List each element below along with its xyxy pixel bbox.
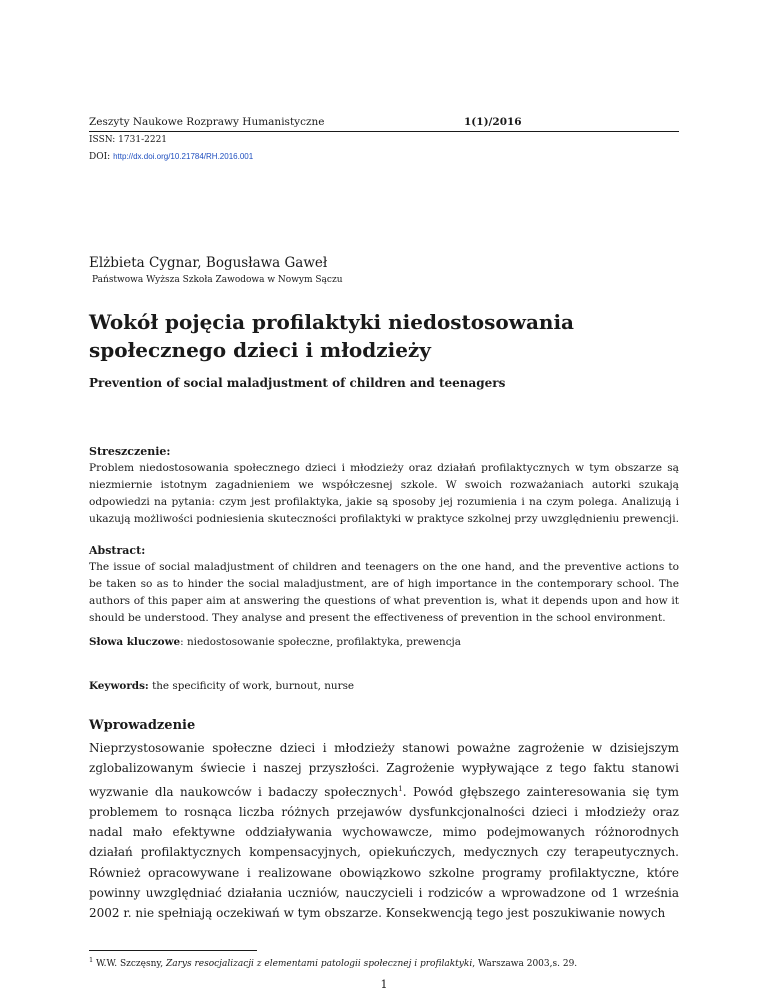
keywords-pl-text: : niedostosowanie społeczne, profilaktyka, prewencja [180, 636, 461, 648]
keywords-en-label: Keywords: [89, 680, 149, 692]
journal-header [89, 115, 679, 132]
page [89, 0, 679, 994]
journal-name: Zeszyty Naukowe Rozprawy Humanistyczne [89, 116, 325, 128]
issn: ISSN: 1731-2221 [89, 135, 168, 145]
intro-text-part1: Nieprzystosowanie społeczne dzieci i młodzieży stanowi poważne zagrożenie w dzisiejszym zglobalizowanym świecie i naszej przyszłości. Zagrożenie wypływające z tego faktu stanowi wyzwanie dla naukowców i badaczy społecznych [89, 741, 679, 799]
page-number: 1 [380, 978, 388, 991]
footnote-number: 1 [89, 956, 94, 964]
doi-link[interactable]: http://dx.doi.org/10.21784/RH.2016.001 [113, 152, 254, 161]
abstract-en-label: Abstract: [89, 544, 146, 557]
footnote [89, 956, 577, 969]
footnote-divider [89, 950, 257, 951]
affiliation: Państwowa Wyższa Szkoła Zawodowa w Nowym Sączu [92, 275, 343, 285]
keywords-pl [89, 636, 461, 648]
issue-number: 1(1)/2016 [464, 116, 522, 128]
abstract-pl [89, 443, 679, 528]
abstract-en [89, 542, 679, 627]
doi-line [89, 152, 253, 162]
authors: Elżbieta Cygnar, Bogusława Gaweł [89, 255, 328, 271]
doi-label: DOI: [89, 152, 111, 162]
abstract-pl-text: Problem niedostosowania społecznego dzieci i młodzieży oraz działań profilaktycznych w tym obszarze są niezmiernie istotnym zagadnieniem we współczesnej szkole. W swoich rozważaniach autorki szukają odpowiedzi na pytania: czym jest profilaktyka, jakie są sposoby jej rozumienia i na czym polega. Analizują i ukazują możliwości podniesienia skuteczności profilaktyki w praktyce szkolnej przy uwzględnieniu prewencji. [89, 462, 679, 525]
article-title-en: Prevention of social maladjustment of children and teenagers [89, 376, 506, 390]
footnote-title: Zarys resocjalizacji z elementami patologii społecznej i profilaktyki [165, 959, 473, 969]
keywords-pl-label: Słowa kluczowe [89, 636, 181, 648]
article-title-pl: Wokół pojęcia profilaktyki niedostosowania społecznego dzieci i młodzieży [89, 310, 574, 362]
intro-heading: Wprowadzenie [89, 718, 196, 733]
intro-text-part2: . Powód głębszego zainteresowania się tym problemem to rosnąca liczba różnych przejawów dysfunkcjonalności dzieci i młodzieży oraz nadal mało efektywne oddziaływania wychowawcze, mimo podejmowanych różnorodnych działań profilaktycznych kompensacyjnych, opiekuńczych, medycznych czy terapeutycznych. Również opracowywane i realizowane obowiązkowo szkolne programy profilaktyczne, które powinny uwzględniać działania uczniów, nauczycieli i rodziców a wprowadzone od 1 września 2002 r. nie spełniają oczekiwań w tym obszarze. Konsekwencją tego jest poszukiwanie nowych [89, 784, 679, 921]
footnote-author: W.W. Szczęsny, [93, 959, 166, 969]
intro-paragraph [89, 738, 679, 924]
footnote-ref[interactable]: 1 [398, 784, 403, 793]
abstract-en-text: The issue of social maladjustment of children and teenagers on the one hand, and the preventive actions to be taken so as to hinder the social maladjustment, are of high importance in the contemporary school. The authors of this paper aim at answering the questions of what prevention is, what it depends upon and how it should be understood. They analyse and present the effectiveness of prevention in the school environment. [89, 561, 679, 624]
abstract-pl-label: Streszczenie: [89, 445, 171, 458]
keywords-en [89, 680, 354, 692]
footnote-rest: , Warszawa 2003,s. 29. [472, 959, 578, 969]
keywords-en-text: the specificity of work, burnout, nurse [148, 680, 355, 692]
